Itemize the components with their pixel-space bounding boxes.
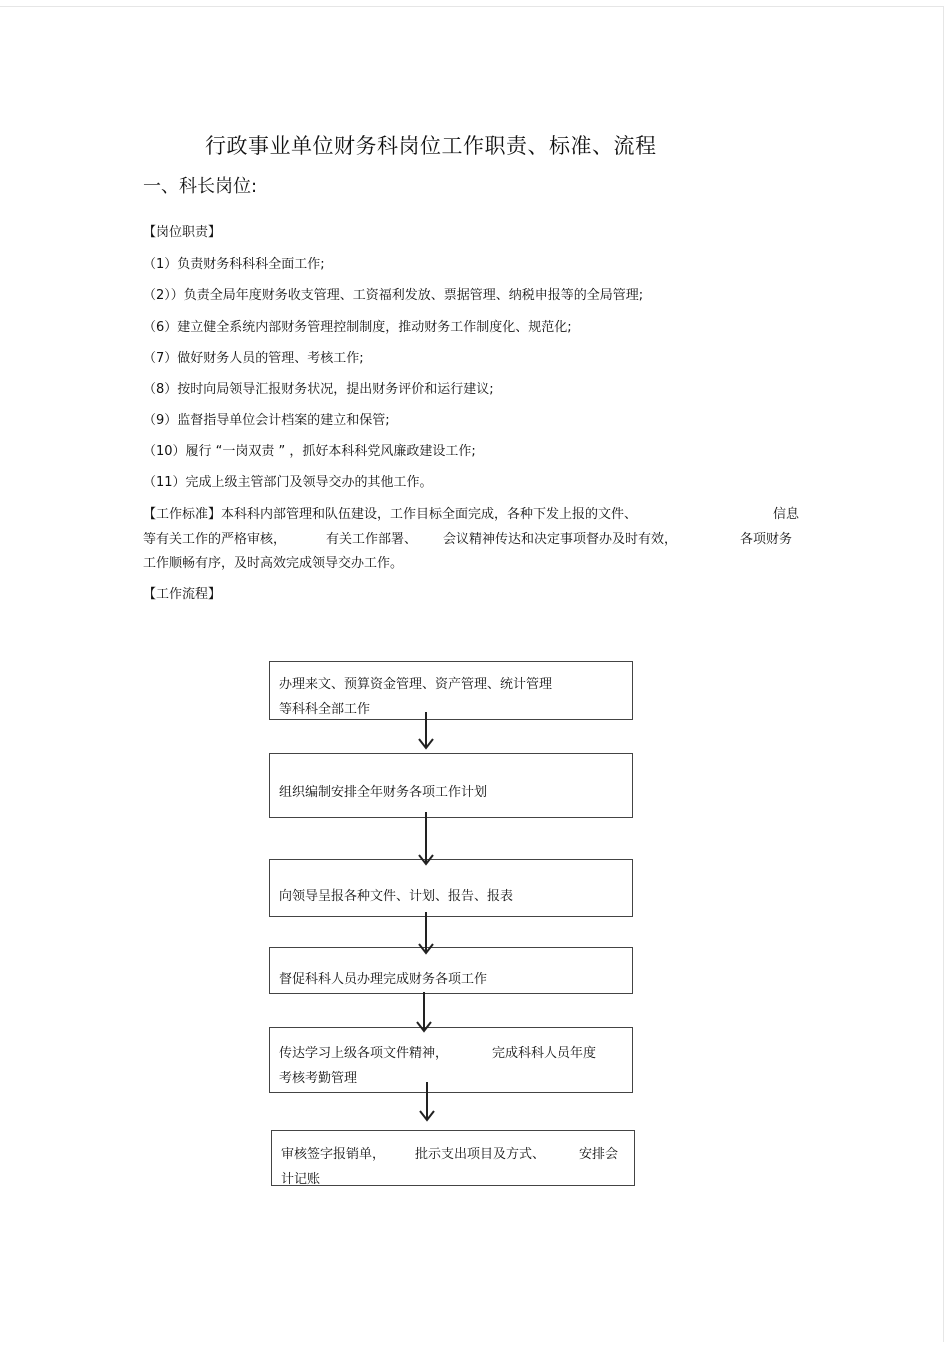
flow-arrow — [417, 992, 431, 1031]
duty-item: （11）完成上级主管部门及领导交办的其他工作。 — [143, 475, 433, 490]
flow-box-text: 向领导呈报各种文件、计划、报告、报表 — [279, 889, 514, 904]
standard-text: 工作顺畅有序，及时高效完成领导交办工作。 — [143, 556, 404, 571]
duty-item: （1）负责财务科科科全面工作; — [143, 257, 325, 272]
process-heading: 【工作流程】 — [143, 587, 222, 602]
flow-box-text-segment: 批示支出项目及方式、 — [415, 1147, 546, 1162]
document-title: 行政事业单位财务科岗位工作职责、标准、流程 — [205, 134, 657, 158]
duty-heading: 【岗位职责】 — [143, 225, 222, 240]
flow-box-text: 督促科科人员办理完成财务各项工作 — [279, 972, 488, 987]
flow-box-text: 办理来文、预算资金管理、资产管理、统计管理 — [279, 677, 553, 692]
flow-box-text: 计记账 — [281, 1172, 321, 1187]
flow-box-text-segment: 传达学习上级各项文件精神， — [279, 1046, 449, 1061]
flow-arrow — [420, 1082, 434, 1120]
flow-box-text: 等科科全部工作 — [279, 702, 371, 717]
duty-item: （10）履行 “一岗双责 ” ，抓好本科科党风廉政建设工作; — [143, 444, 476, 459]
standard-text: 各项财务 — [740, 532, 793, 547]
flow-box-text-segment: 审核签字报销单， — [281, 1147, 386, 1162]
duty-item: （8）按时向局领导汇报财务状况，提出财务评价和运行建议; — [143, 382, 494, 397]
flow-box-text-segment: 完成科科人员年度 — [492, 1046, 597, 1061]
flow-box-text: 组织编制安排全年财务各项工作计划 — [279, 785, 488, 800]
standard-text: 【工作标准】本科科内部管理和队伍建设，工作目标全面完成，各种下发上报的文件、 — [143, 507, 638, 522]
flow-arrow — [419, 912, 433, 953]
flow-box-text: 考核考勤管理 — [279, 1071, 358, 1086]
standard-text: 会议精神传达和决定事项督办及时有效， — [443, 532, 678, 547]
section-heading: 一、科长岗位: — [143, 176, 258, 197]
flow-arrow — [419, 712, 433, 748]
flow-box-text-segment: 安排会 — [579, 1147, 619, 1162]
standard-text: 有关工作部署、 — [326, 532, 418, 547]
duty-item: （2））负责全局年度财务收支管理、工资福利发放、票据管理、纳税申报等的全局管理; — [143, 288, 644, 303]
flow-arrow — [419, 812, 433, 864]
duty-item: （7）做好财务人员的管理、考核工作; — [143, 351, 364, 366]
standard-text: 等有关工作的严格审核， — [143, 532, 287, 547]
duty-item: （6）建立健全系统内部财务管理控制制度，推动财务工作制度化、规范化; — [143, 320, 572, 335]
duty-item: （9）监督指导单位会计档案的建立和保管; — [143, 413, 390, 428]
standard-text: 信息 — [773, 507, 800, 522]
